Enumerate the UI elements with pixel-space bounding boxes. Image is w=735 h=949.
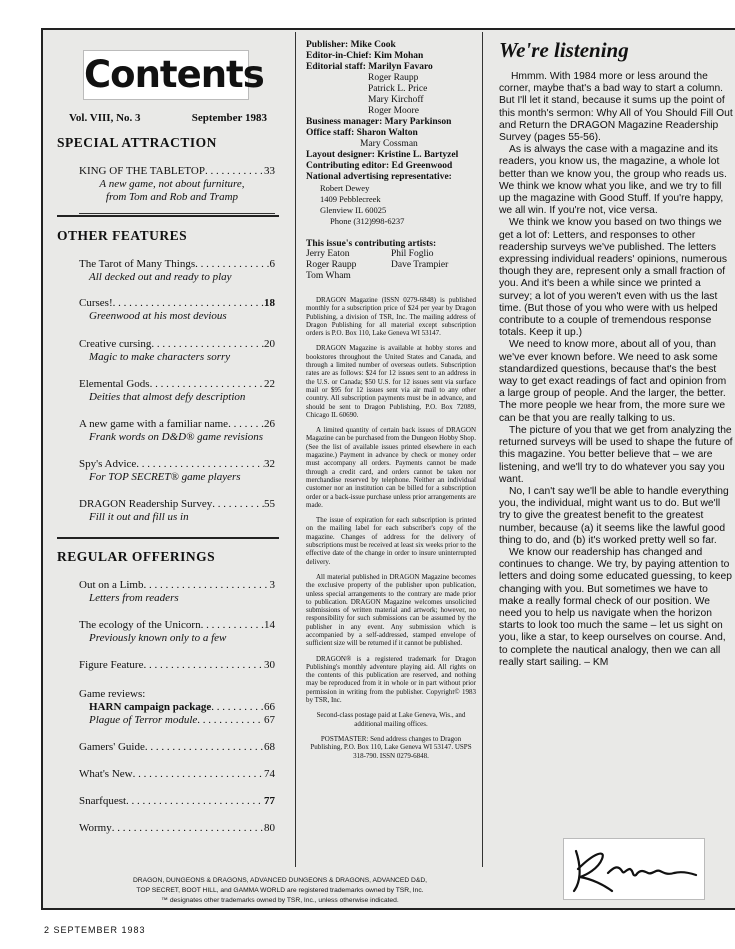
masthead-column [295, 32, 483, 867]
contents-logo: Contents [83, 50, 249, 100]
issue-date: September 1983 [191, 112, 267, 124]
volume: Vol. VIII, No. 3 [69, 112, 141, 124]
toc-entry[interactable]: Gamers' Guide . . . 68 [79, 741, 275, 754]
toc-entry[interactable]: Creative cursing . . . 20 Magic to make characters sorry [79, 338, 275, 364]
editorial-title: We're listening [499, 38, 629, 62]
signature [563, 838, 705, 900]
contrib-title: This issue's contributing artists: [306, 239, 437, 249]
artists-list: Jerry Eaton Phil Foglio Roger Raupp Dave Trampier Tom Wham [306, 249, 449, 281]
toc-entry[interactable]: The Tarot of Many Things . . . 6 All decked out and ready to play [79, 258, 275, 284]
fine-print: DRAGON Magazine (ISSN 0279-6848) is published monthly for a subscription price of $24 per year by Dragon Publishing, a division of TSR, Inc. The mailing address of Dragon Publishing for all material except subscription orders is P.O. Box 110, Lake Geneva WI 53147. DRAGON Magazine is available at hobby stores and bookstores throughout the United States and Canada, and through a limited number of overseas outlets. Subscription rates are as follows: $24 for 12 issues sent to an address in the U.S. or Canada; $50 U.S. for 12 issues sent via surface mail or $95 for 12 issues sent via air mail to any other country. All subscription payments must be in advance, and should be sent to Dragon Publishing, P.O. Box 72089, Chicago IL 60690. A limited quantity of certain back issues of DRAGON Magazine can be purchased from the Dungeon Hobby Shop. (See the list of available issues printed elsewhere in each magazine.) Payment in advance by check or money order must accompany all orders. Payments cannot be made through a credit card, and orders cannot be taken nor merchandise reserved by telephone. Neither an individual customer nor an institution can be billed for a subscription order or a back-issue purchase unless prior arrangements are made. The issue of expiration for each subscription is printed on the mailing label for each subscriber's copy of the magazine. Changes of address for the delivery of subscriptions must be received at least six weeks prior to the effective date of the change in order to insure uninterrupted delivery. All material published in DRAGON Magazine becomes the exclusive property of the publisher upon publication, unless special arrangements to the contrary are made prior to publication. DRAGON Magazine welcomes unsolicited submissions of written material and artwork; however, no responsibility for such submissions can be assumed by the publisher in any event. Any submission which is accompanied by a self-addressed, stamped envelope of sufficient size will be returned if it cannot be published. DRAGON® is a registered trademark for Dragon Publishing's monthly adventure playing aid. All rights on the contents of this publication are reserved, and nothing may be reproduced from it in whole or in part without prior permission in writing from the publisher. Copyright© 1983 by TSR, Inc. Second-class postage paid at Lake Geneva, Wis., and additional mailing offices. POSTMASTER: Send address changes to Dragon Publishing, P.O. Box 110, Lake Geneva WI 53147. USPS 318-790. ISSN 0279-6848. [306, 296, 476, 760]
section-title-regular: REGULAR OFFERINGS [57, 549, 216, 564]
toc-entry[interactable]: Plague of Terror module . . . 67 [79, 714, 275, 727]
toc-entry[interactable]: Figure Feature . . . 30 [79, 659, 275, 672]
editorial-column [491, 38, 733, 858]
toc-entry[interactable]: Curses! . . . 18 Greenwood at his most devious [79, 297, 275, 323]
toc-entry[interactable]: The ecology of the Unicorn . . . 14 Previously known only to a few [79, 619, 275, 645]
toc-entry[interactable]: Out on a Limb . . . 3 Letters from readers [79, 579, 275, 605]
toc-entry[interactable]: Elemental Gods . . . 22 Deities that almost defy description [79, 378, 275, 404]
toc-entry[interactable]: What's New . . . 74 [79, 768, 275, 781]
toc-entry[interactable]: DRAGON Readership Survey . . . 55 Fill it out and fill us in [79, 498, 275, 524]
toc-entry[interactable]: A new game with a familiar name . . . 26 Frank words on D&D® game revisions [79, 418, 275, 444]
toc-entry[interactable]: HARN campaign package . . . 66 [79, 701, 275, 714]
toc-entry[interactable]: Snarfquest . . . 77 [79, 795, 275, 808]
trademark-footer: DRAGON, DUNGEONS & DRAGONS, ADVANCED DUNGEONS & DRAGONS, ADVANCED D&D, TOP SECRET, BOOT HILL, and GAMMA WORLD are registered trademarks owned by TSR, Inc. ™ designates other trademarks owned by TSR, Inc., unless otherwise indicated. [132, 877, 428, 904]
issue-line [69, 112, 267, 124]
section-title-features: OTHER FEATURES [57, 228, 188, 243]
toc-entry[interactable]: Wormy . . . 80 [79, 822, 275, 835]
contents-column [45, 32, 287, 867]
toc-entry[interactable]: KING OF THE TABLETOP . . . 33 A new game, not about furniture, from Tom and Rob and Tramp [79, 165, 275, 204]
masthead: Publisher: Mike Cook Editor-in-Chief: Kim Mohan Editorial staff: Marilyn Favaro Roger Raupp Patrick L. Price Mary Kirchoff Roger Moore Business manager: Mary Parkinson Office staff: Sharon Walton Mary Cossman Layout designer: Kristine L. Bartyzel Contributing editor: Ed Greenwood National advertising representative: Robert Dewey 1409 Pebblecreek Glenview IL 60025 Phone (312)998-6237 [306, 40, 459, 226]
divider [79, 213, 275, 214]
section-title-special: SPECIAL ATTRACTION [57, 135, 217, 150]
toc-entry[interactable]: Spy's Advice . . . 32 For TOP SECRET® game players [79, 458, 275, 484]
page-footer: 2 SEPTEMBER 1983 [44, 925, 146, 935]
toc-entry[interactable]: Game reviews: [79, 688, 146, 700]
section-rule [57, 537, 279, 539]
section-rule [57, 215, 279, 217]
editorial-body: Hmmm. With 1984 more or less around the corner, maybe that's a bad way to start a column. But I'll let it stand, because it sums up the point of this month's sermon: Why All of You Should Fill Out and Return the DRAGON Magazine Readership Survey (pages 55-56). As is always the case with a magazine and its readers, you know us, the magazine, a whole lot better than we know you, the group who reads us. We think we know what you like, and we try to fill up the magazine with Good Stuff. If you're happy, we all win. If you're not, vice versa. We think we know you based on two things we get a lot of: Letters, and responses to other readership surveys we've published. The letters expressing individual readers' opinions, numerous though they are, represent only a small fraction of you. And it's been a while since we printed a survey; a lot of you weren't even with us the last time. (But those of you who were with us helped contribute to a couple of tremendous response totals. Keep it up.) We need to know more, about all of you, than we've ever known before. We need to ask some standardized questions, because that's the best way to get exact readings of fact and opinion from a large group of people. And the larger, the better. The more people we hear from, the more sure we can be that you are really talking to us. The picture of you that we get from analyzing the returned surveys will be used to shape the future of this magazine. You better believe that – we are listening, and we'll try to do whatever you say you want. No, I can't say we'll be able to handle everything you, the individual, might want us to do. But we'll try to give the greatest benefit to the greatest number, because (a) it seems like the lawful good thing to do, and (b) it's worked pretty well so far. We know our readership has changed and continues to change. We try, by paying attention to letters and doing some educated guessing, to keep changing with you. But sometimes we have to make a really formal check of our position. We need you to help us navigate when the horizon starts to look too much the same – let us sight on you, like a star, to keep ourselves on course. And, to complete the nautical analogy, then we can all really start sailing. – KM [499, 71, 733, 668]
